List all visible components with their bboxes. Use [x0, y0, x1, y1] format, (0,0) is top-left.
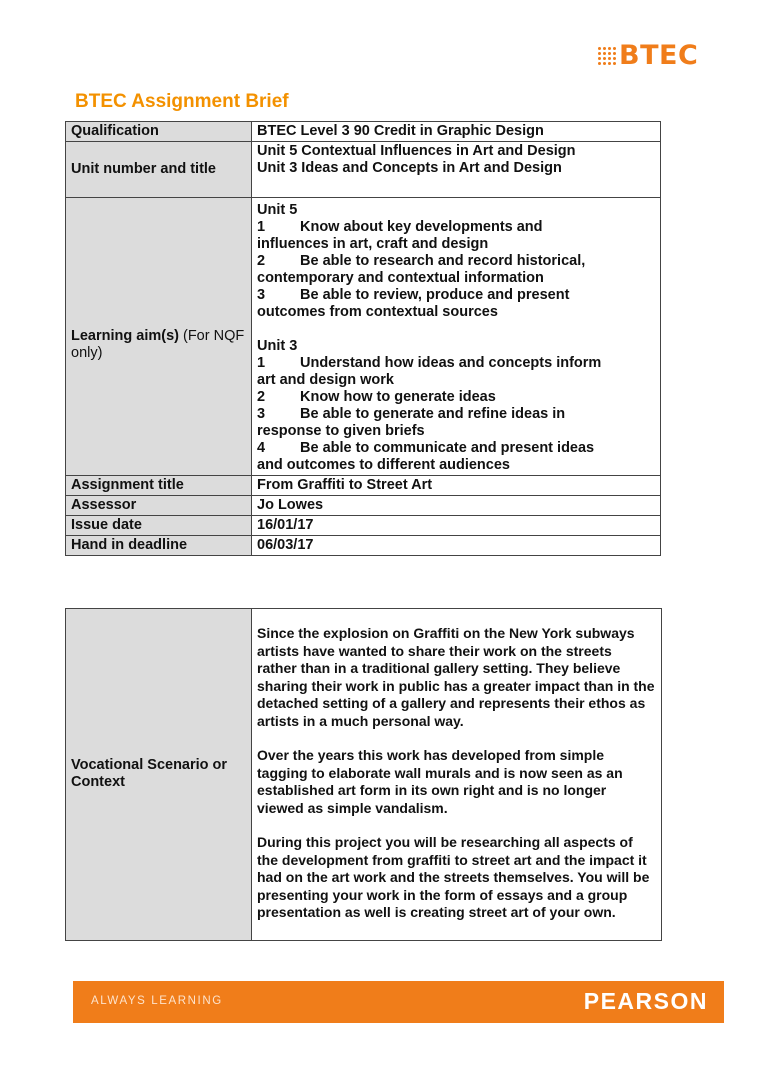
- learning-aims-label-cell: [66, 198, 252, 476]
- unit-line: Unit 3 Ideas and Concepts in Art and Design: [257, 160, 562, 176]
- issue-date-row: [66, 516, 661, 536]
- logo-dots-icon: [598, 47, 616, 65]
- deadline-value: 06/03/17: [252, 536, 661, 556]
- aim-continuation: response to given briefs: [257, 423, 425, 439]
- scenario-paragraph: During this project you will be researching all aspects of the development from graffiti to street art and the impact it had on the art work and the streets themselves. You will be presenting your work in the form of essays and a group presentation as well is creating street art of your own.: [257, 834, 650, 920]
- aim-continuation: and outcomes to different audiences: [257, 457, 510, 473]
- issue-date-value: 16/01/17: [252, 516, 661, 536]
- unit-row: [66, 142, 661, 198]
- logo-text: BTEC: [619, 40, 699, 71]
- assessor-value: Jo Lowes: [252, 496, 661, 516]
- assessor-label: Assessor: [66, 496, 252, 516]
- unit5-heading: Unit 5: [257, 202, 298, 218]
- deadline-row: [66, 536, 661, 556]
- learning-aims-row: [66, 198, 661, 476]
- scenario-paragraph: Since the explosion on Graffiti on the New York subways artists have wanted to share their work on the streets rather than in a traditional gallery setting. They believe sharing their work in public has a greater impact than in the detached setting of a gallery and represents their ethos as artists in a much personal way.: [257, 625, 655, 729]
- assignment-info-table: [65, 121, 661, 556]
- page-title: BTEC Assignment Brief: [75, 91, 289, 112]
- learning-aims-note: (For NQF only): [71, 327, 245, 361]
- learning-aims-value: [252, 198, 661, 476]
- aim-item: 1 Understand how ideas and concepts inform: [257, 355, 602, 371]
- scenario-table: [65, 608, 662, 941]
- aim-item: 2 Know how to generate ideas: [257, 389, 496, 405]
- assignment-title-value: From Graffiti to Street Art: [252, 476, 661, 496]
- assessor-row: [66, 496, 661, 516]
- learning-aims-label: Learning aim(s): [71, 327, 179, 344]
- issue-date-label: Issue date: [66, 516, 252, 536]
- unit3-heading: Unit 3: [257, 338, 298, 354]
- aim-continuation: influences in art, craft and design: [257, 236, 489, 252]
- qualification-value: BTEC Level 3 90 Credit in Graphic Design: [252, 122, 661, 142]
- aim-item: 3 Be able to generate and refine ideas in: [257, 406, 566, 422]
- aim-continuation: art and design work: [257, 372, 394, 388]
- assignment-title-row: [66, 476, 661, 496]
- aim-continuation: outcomes from contextual sources: [257, 304, 498, 320]
- aim-item: 2 Be able to research and record historical,: [257, 253, 586, 269]
- unit-line: Unit 5 Contextual Influences in Art and Design: [257, 143, 576, 159]
- scenario-text: [252, 609, 662, 941]
- footer-tagline: ALWAYS LEARNING: [91, 995, 223, 1007]
- aim-item: 3 Be able to review, produce and present: [257, 287, 570, 303]
- deadline-label: Hand in deadline: [66, 536, 252, 556]
- aim-item: 1 Know about key developments and: [257, 219, 543, 235]
- scenario-paragraph: Over the years this work has developed from simple tagging to elaborate wall murals and is now seen as an established art form in its own right and is no longer viewed as simple vandalism.: [257, 747, 623, 816]
- btec-logo: [598, 40, 698, 71]
- scenario-label: Vocational Scenario or Context: [66, 609, 252, 941]
- unit-label: Unit number and title: [66, 142, 252, 198]
- footer-banner: [73, 981, 724, 1023]
- pearson-logo: PEARSON: [583, 988, 708, 1014]
- aim-continuation: contemporary and contextual information: [257, 270, 544, 286]
- assignment-title-label: Assignment title: [66, 476, 252, 496]
- aim-item: 4 Be able to communicate and present ideas: [257, 440, 595, 456]
- qualification-label: Qualification: [66, 122, 252, 142]
- unit-value: [252, 142, 661, 198]
- qualification-row: [66, 122, 661, 142]
- scenario-row: [66, 609, 662, 941]
